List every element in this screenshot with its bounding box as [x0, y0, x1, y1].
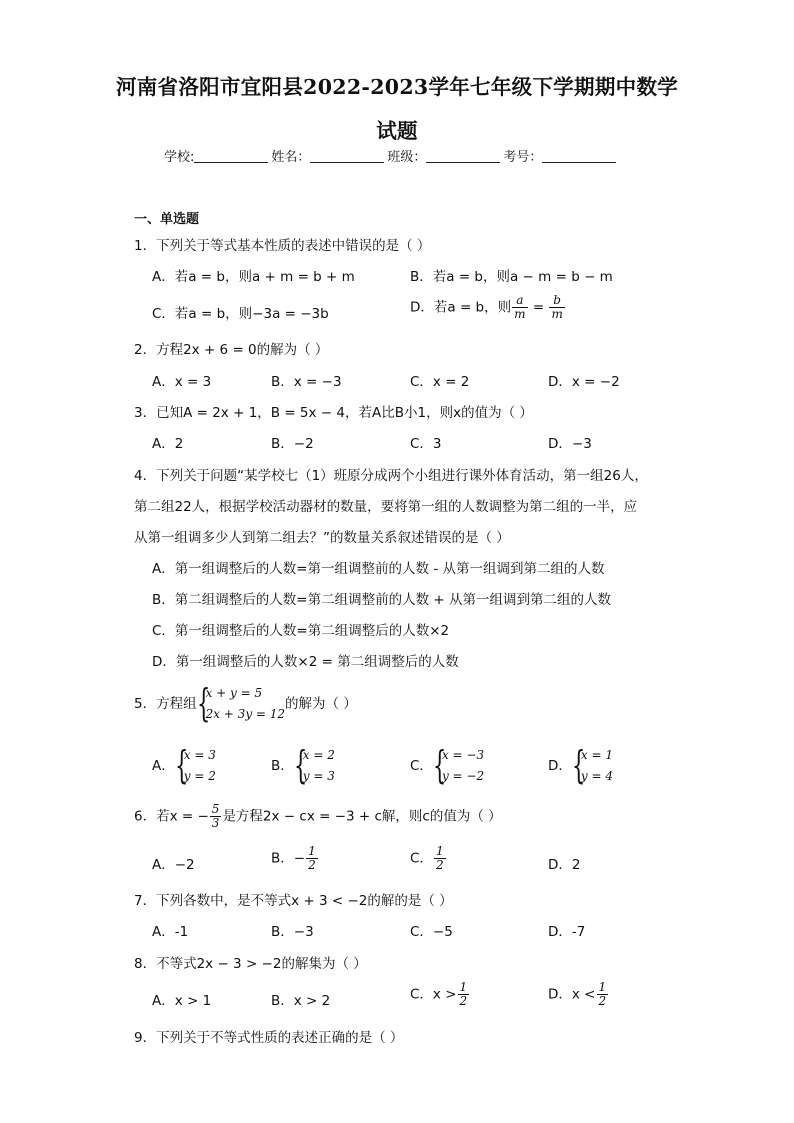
q5-a-eq2: y = 2: [183, 769, 216, 783]
question-4-stem-line3: 从第一组调多少人到第二组去？”的数量关系叙述错误的是（ ）: [134, 530, 510, 546]
question-4-option-a: A．第一组调整后的人数=第一组调整前的人数 - 从第一组调到第二组的人数: [152, 561, 605, 577]
question-1-option-c: C．若a = b，则−3a = −3b: [152, 306, 329, 322]
exam-title-line2: 试题: [376, 119, 418, 143]
question-3-option-d: D．−3: [548, 436, 592, 452]
q6-b-den: 2: [308, 858, 316, 872]
q5-d-label: D．: [548, 758, 572, 774]
question-7-option-b: B．−3: [271, 924, 314, 940]
q5-a-system: [175, 745, 216, 787]
question-8-option-b: B．x > 2: [271, 993, 331, 1009]
q5-b-eq1: x = 2: [302, 748, 335, 762]
question-6-prefix: 6．若x = −: [134, 808, 209, 825]
q5-a-label: A．: [152, 758, 175, 774]
q6-den: 3: [211, 816, 220, 830]
class-label: 班级：: [387, 150, 427, 165]
question-2-option-a: A．x = 3: [152, 374, 212, 390]
question-4-option-d: D．第一组调整后的人数×2 = 第二组调整后的人数: [152, 654, 459, 670]
q5-b-system: [294, 745, 335, 787]
question-3-stem: 3．已知A = 2x + 1，B = 5x − 4，若A比B小1，则x的值为（ ）: [134, 405, 533, 421]
q5-c-eq1: x = −3: [441, 748, 485, 762]
q5-b-label: B．: [271, 758, 294, 774]
question-2-option-d: D．x = −2: [548, 374, 620, 390]
question-5-option-b: [271, 745, 335, 787]
q6-num: 5: [211, 802, 220, 816]
question-7-option-d: D．-7: [548, 924, 586, 940]
q1-d-den2: m: [551, 307, 563, 321]
question-6-suffix: 是方程2x − cx = −3 + c解，则c的值为（ ）: [222, 808, 502, 825]
section-title: 一、单选题: [134, 212, 200, 227]
question-5-eq2: 2x + 3y = 12: [205, 707, 286, 721]
name-label: 姓名：: [271, 150, 311, 165]
question-4-stem-line1: 4．下列关于问题“某学校七（1）班原分成两个小组进行课外体育活动，第一组26人，: [134, 468, 648, 484]
question-6-option-c: [410, 845, 447, 872]
question-7-option-a: A．-1: [152, 924, 189, 940]
school-label: 学校:: [164, 150, 195, 165]
left-brace-icon: {: [174, 743, 189, 787]
question-5-stem: [134, 683, 357, 725]
class-blank: [426, 150, 500, 163]
question-5-option-c: [410, 745, 484, 787]
student-info-row: [164, 146, 619, 165]
question-5-option-d: [548, 745, 613, 787]
question-7-stem: 7．下列各数中，是不等式x + 3 < −2的解的是（ ）: [134, 893, 453, 909]
question-4-stem-line2: 第二组22人，根据学校活动器材的数量，要将第一组的人数调整为第二组的一半，应: [134, 499, 638, 515]
q8-c-prefix: C．x >: [410, 986, 457, 1003]
q6-c-prefix: C．: [410, 850, 433, 867]
q1-d-num1: a: [512, 294, 527, 308]
question-9-stem: 9．下列关于不等式性质的表述正确的是（ ）: [134, 1030, 404, 1046]
q5-c-label: C．: [410, 758, 433, 774]
q5-a-eq1: x = 3: [183, 748, 216, 762]
question-5-prefix: 5．方程组: [134, 696, 197, 712]
question-1-stem: 1．下列关于等式基本性质的表述中错误的是（ ）: [134, 238, 431, 254]
question-8-option-a: A．x > 1: [152, 993, 212, 1009]
question-5-system: [197, 683, 285, 725]
question-6-option-b: [271, 845, 319, 872]
q6-b-num: 1: [308, 844, 316, 858]
question-5-suffix: 的解为（ ）: [285, 696, 357, 712]
question-2-option-c: C．x = 2: [410, 374, 470, 390]
question-1-option-a: A．若a = b，则a + m = b + m: [152, 269, 355, 285]
q8-d-prefix: D．x <: [548, 986, 596, 1003]
q8-d-num: 1: [598, 980, 607, 994]
question-6-stem: [134, 803, 502, 830]
q8-c-den: 2: [459, 994, 468, 1008]
q5-d-system: [572, 745, 613, 787]
school-blank: [194, 150, 268, 163]
q6-c-num: 1: [435, 844, 444, 858]
question-7-option-c: C．−5: [410, 924, 453, 940]
q5-c-eq2: y = −2: [441, 769, 485, 783]
id-label: 考号：: [503, 150, 543, 165]
q1-d-den1: m: [514, 307, 526, 321]
name-blank: [310, 150, 384, 163]
question-8-option-c: [410, 981, 470, 1008]
q8-d-den: 2: [598, 994, 607, 1008]
question-4-option-c: C．第一组调整后的人数=第二组调整后的人数×2: [152, 623, 450, 639]
question-4-option-b: B．第二组调整后的人数=第二组调整前的人数 + 从第一组调到第二组的人数: [152, 592, 611, 608]
q5-c-system: [433, 745, 484, 787]
question-3-option-c: C．3: [410, 436, 442, 452]
question-6-option-d: D．2: [548, 857, 581, 873]
id-blank: [542, 150, 616, 163]
q5-d-eq1: x = 1: [580, 748, 613, 762]
q1-d-num2: b: [549, 294, 564, 308]
question-3-option-a: A．2: [152, 436, 184, 452]
left-brace-icon: {: [196, 681, 210, 725]
question-2-stem: 2．方程2x + 6 = 0的解为（ ）: [134, 342, 329, 358]
question-1-option-b: B．若a = b，则a − m = b − m: [410, 269, 613, 285]
question-8-option-d: [548, 981, 609, 1008]
question-1-option-d: D．若a = b，则 $\frac{a}{m}$ = $\frac{b}{m}$: [410, 293, 563, 321]
question-5-option-a: [152, 745, 216, 787]
left-brace-icon: {: [293, 743, 308, 787]
q5-b-eq2: y = 3: [302, 769, 335, 783]
q6-c-den: 2: [435, 858, 444, 872]
left-brace-icon: {: [432, 743, 447, 787]
question-8-stem: 8．不等式2x − 3 > −2的解集为（ ）: [134, 956, 367, 972]
question-2-option-b: B．x = −3: [271, 374, 342, 390]
question-5-eq1: x + y = 5: [205, 686, 263, 700]
q5-d-eq2: y = 4: [580, 769, 614, 783]
question-3-option-b: B．−2: [271, 436, 314, 452]
exam-title-line1: 河南省洛阳市宜阳县2022-2023学年七年级下学期期中数学: [115, 75, 679, 99]
question-1-option-d-prefix: D．若a = b，则: [410, 299, 512, 316]
q8-c-num: 1: [459, 980, 468, 994]
q6-b-prefix: B．−: [271, 850, 306, 867]
question-6-option-a: A．−2: [152, 857, 195, 873]
left-brace-icon: {: [571, 743, 586, 787]
